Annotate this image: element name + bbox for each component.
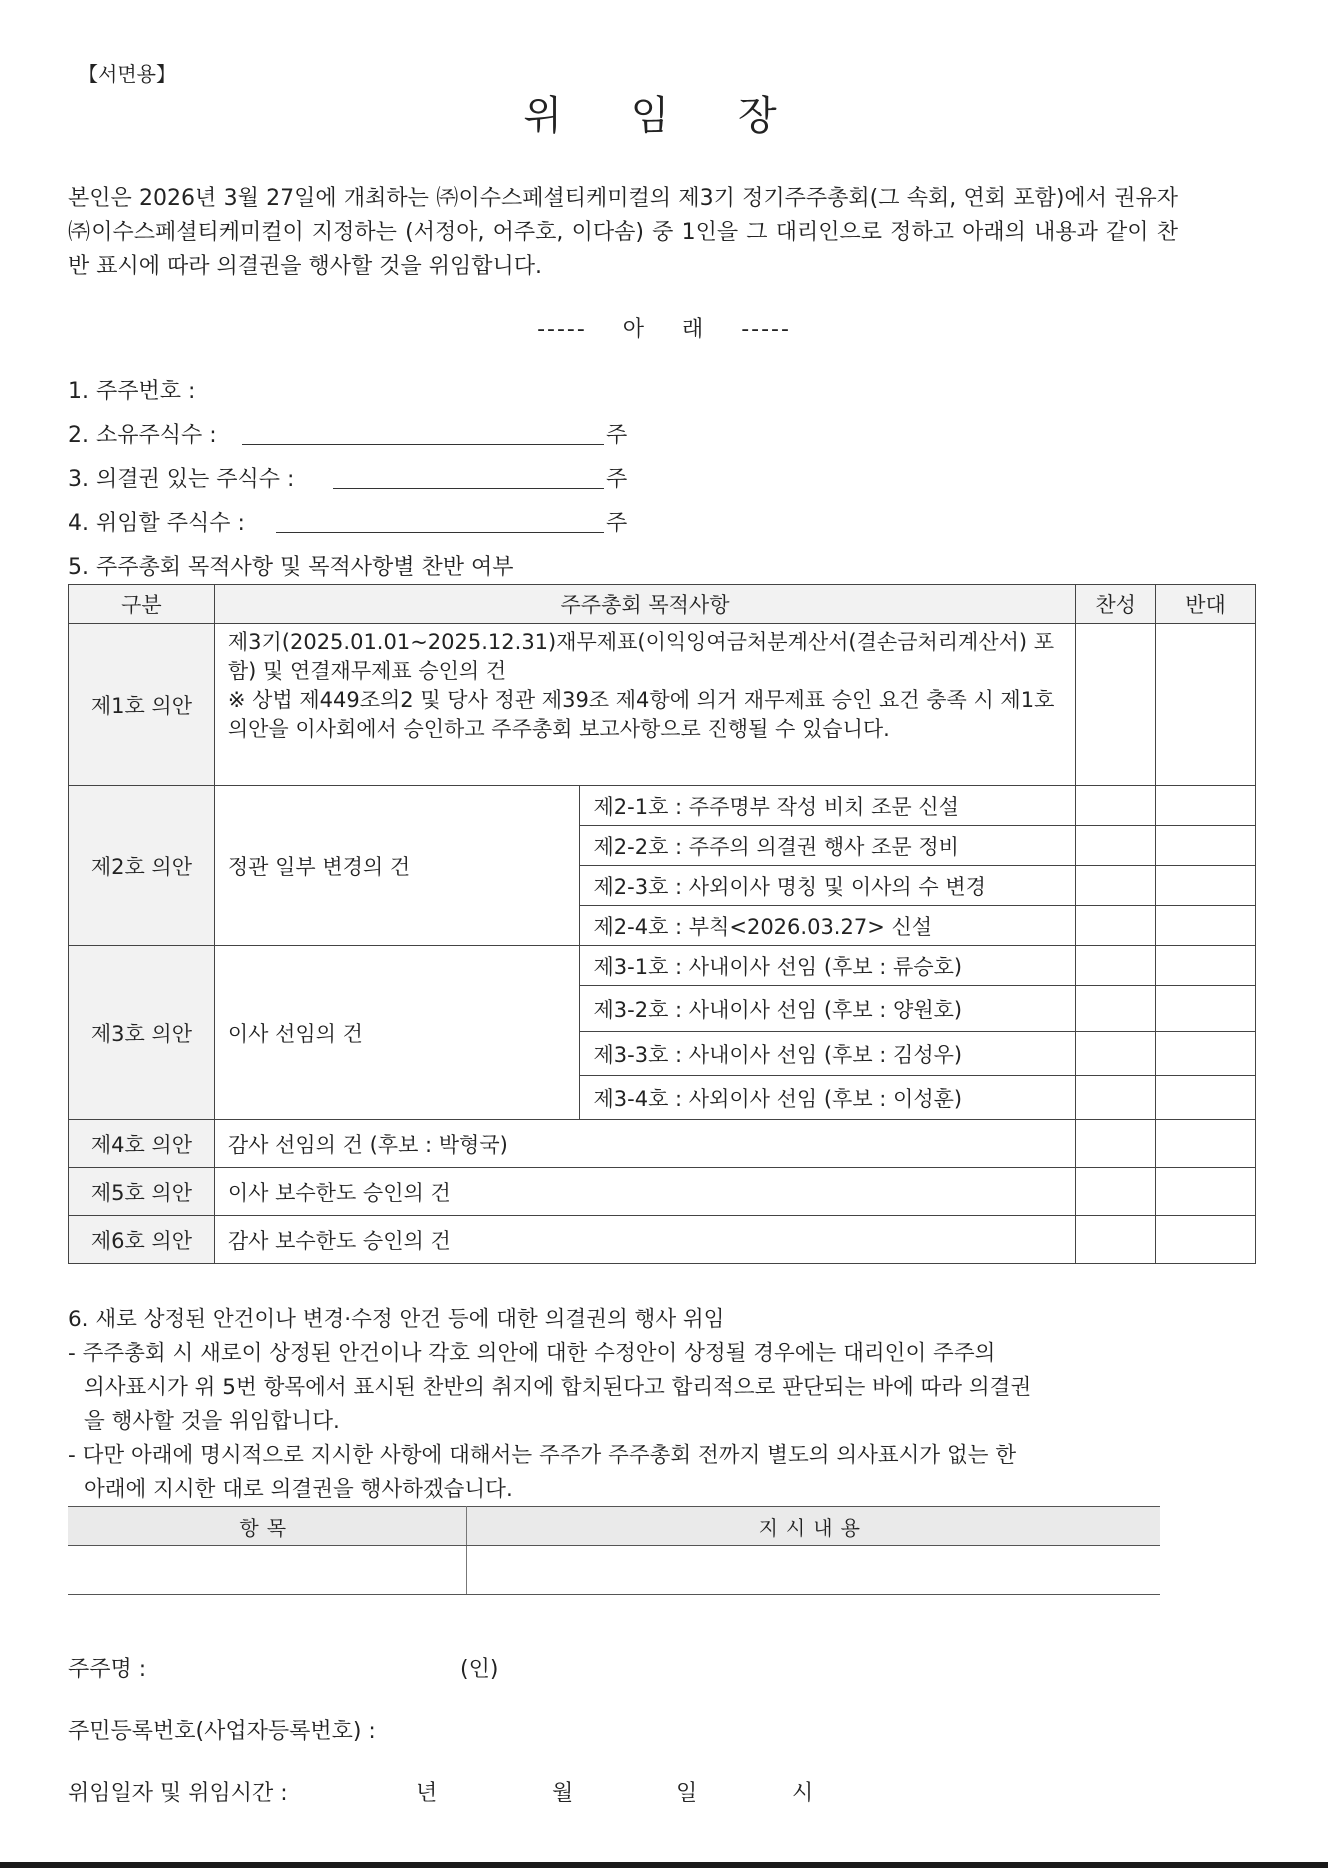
item-owned-shares: 2. 소유주식수 : [68,423,217,448]
agenda-2-text: 정관 일부 변경의 건 [214,786,579,946]
agenda-3-1-for[interactable] [1076,946,1156,986]
agenda-2-3-text: 제2-3호 : 사외이사 명칭 및 이사의 수 변경 [579,866,1076,906]
header-category: 구분 [69,585,215,624]
agenda-3-label: 제3호 의안 [69,946,215,1120]
agenda-2-2-against[interactable] [1156,826,1256,866]
date-day: 일 [676,1781,698,1806]
agenda-2-4-text: 제2-4호 : 부칙<2026.03.27> 신설 [579,906,1076,946]
header-agenda: 주주총회 목적사항 [214,585,1075,624]
directive-item-cell[interactable] [68,1546,466,1595]
agenda-4-against[interactable] [1156,1120,1256,1168]
directive-content-cell[interactable] [466,1546,1160,1595]
section-6-para-1: - 주주총회 시 새로이 상정된 안건이나 각호 의안에 대한 수정안이 상정될 경우에는 대리인이 주주의 [68,1341,996,1366]
seal-mark: (인) [460,1657,499,1682]
directive-table [68,1506,1160,1595]
form-type-tag: 【서면용】 [78,62,176,86]
agenda-2-1-text: 제2-1호 : 주주명부 작성 비치 조문 신설 [579,786,1076,826]
item-shareholder-number: 1. 주주번호 : [68,379,196,404]
agenda-3-4-text: 제3-4호 : 사외이사 선임 (후보 : 이성훈) [579,1076,1076,1120]
document-title: 위 임 장 [523,93,805,139]
agenda-3-3-text: 제3-3호 : 사내이사 선임 (후보 : 김성우) [579,1032,1076,1076]
agenda-2-4-against[interactable] [1156,906,1256,946]
agenda-3-4-for[interactable] [1076,1076,1156,1120]
agenda-2-4-for[interactable] [1076,906,1156,946]
agenda-5-for[interactable] [1076,1168,1156,1216]
agenda-4-text: 감사 선임의 건 (후보 : 박형국) [214,1120,1075,1168]
agenda-5-against[interactable] [1156,1168,1256,1216]
agenda-2-1-against[interactable] [1156,786,1256,826]
delegated-shares-unit: 주 [606,511,628,536]
header-against: 반대 [1156,585,1256,624]
agenda-table [68,584,1256,1264]
agenda-3-2-for[interactable] [1076,986,1156,1032]
section-6-para-1c: 을 행사할 것을 위임합니다. [84,1409,340,1434]
agenda-1-cell [214,624,1075,786]
page-bottom-bar [0,1862,1328,1868]
delegated-shares-field[interactable] [276,532,604,533]
directive-col-item: 항목 [68,1507,466,1546]
agenda-2-3-for[interactable] [1076,866,1156,906]
agenda-row-3-1 [69,946,1256,986]
agenda-2-2-for[interactable] [1076,826,1156,866]
agenda-1-for[interactable] [1076,624,1156,786]
section-6 [68,1303,1178,1507]
agenda-3-4-against[interactable] [1156,1076,1256,1120]
agenda-6-against[interactable] [1156,1216,1256,1264]
agenda-3-3-for[interactable] [1076,1032,1156,1076]
agenda-3-1-against[interactable] [1156,946,1256,986]
registration-number-label: 주민등록번호(사업자등록번호) : [68,1719,376,1744]
agenda-3-3-against[interactable] [1156,1032,1256,1076]
agenda-2-label: 제2호 의안 [69,786,215,946]
shareholder-name-label: 주주명 : [68,1657,147,1682]
owned-shares-unit: 주 [606,423,628,448]
owned-shares-field[interactable] [242,444,604,445]
agenda-4-label: 제4호 의안 [69,1120,215,1168]
date-year: 년 [416,1781,438,1806]
agenda-1-label: 제1호 의안 [69,624,215,786]
date-hour: 시 [792,1781,814,1806]
agenda-5-text: 이사 보수한도 승인의 건 [214,1168,1075,1216]
voting-shares-field[interactable] [333,488,604,489]
date-month: 월 [552,1781,574,1806]
agenda-1-text: 제3기(2025.01.01~2025.12.31)재무제표(이익잉여금처분계산서(결손금처리계산서) 포함) 및 연결재무제표 승인의 건 [227,630,1055,683]
agenda-row-6 [69,1216,1256,1264]
agenda-4-for[interactable] [1076,1120,1156,1168]
header-for: 찬성 [1076,585,1156,624]
intro-paragraph: 본인은 2026년 3월 27일에 개최하는 ㈜이수스페셜티케미컬의 제3기 정기주주총회(그 속회, 연회 포함)에서 권유자 ㈜이수스페셜티케미컬이 지정하는 (서정아, 어주호, 이다솜) 중 1인을 그 대리인으로 정하고 아래의 내용과 같이 찬반 표시에 따라 의결권을 행사할 것을 위임합니다. [68,186,1178,279]
agenda-5-label: 제5호 의안 [69,1168,215,1216]
item-voting-shares: 3. 의결권 있는 주식수 : [68,467,295,492]
agenda-2-1-for[interactable] [1076,786,1156,826]
agenda-3-2-text: 제3-2호 : 사내이사 선임 (후보 : 양원호) [579,986,1076,1032]
directive-col-content: 지시내용 [466,1507,1160,1546]
agenda-6-label: 제6호 의안 [69,1216,215,1264]
agenda-row-2-1 [69,786,1256,826]
agenda-row-5 [69,1168,1256,1216]
agenda-row-4 [69,1120,1256,1168]
delegation-date-label: 위임일자 및 위임시간 : [68,1781,288,1806]
agenda-2-3-against[interactable] [1156,866,1256,906]
agenda-6-text: 감사 보수한도 승인의 건 [214,1216,1075,1264]
section-6-para-2b: 아래에 지시한 대로 의결권을 행사하겠습니다. [84,1477,513,1502]
agenda-row-1 [69,624,1256,786]
agenda-6-for[interactable] [1076,1216,1156,1264]
agenda-2-2-text: 제2-2호 : 주주의 의결권 행사 조문 정비 [579,826,1076,866]
section-6-para-2: - 다만 아래에 명시적으로 지시한 사항에 대해서는 주주가 주주총회 전까지 별도의 의사표시가 없는 한 [68,1443,1017,1468]
section-6-para-1b: 의사표시가 위 5번 항목에서 표시된 찬반의 취지에 합치된다고 합리적으로 판단되는 바에 따라 의결권 [84,1375,1032,1400]
agenda-3-2-against[interactable] [1156,986,1256,1032]
agenda-1-against[interactable] [1156,624,1256,786]
item-delegated-shares: 4. 위임할 주식수 : [68,511,245,536]
below-separator: ----- 아 래 ----- [537,317,791,342]
agenda-1-note: ※ 상법 제449조의2 및 당사 정관 제39조 제4항에 의거 재무제표 승인 요건 충족 시 제1호 의안을 이사회에서 승인하고 주주총회 보고사항으로 진행될 수 있습니다. [227,688,1055,741]
section-6-title: 6. 새로 상정된 안건이나 변경·수정 안건 등에 대한 의결권의 행사 위임 [68,1307,725,1332]
agenda-3-text: 이사 선임의 건 [214,946,579,1120]
agenda-3-1-text: 제3-1호 : 사내이사 선임 (후보 : 류승호) [579,946,1076,986]
voting-shares-unit: 주 [606,467,628,492]
item-agenda-heading: 5. 주주총회 목적사항 및 목적사항별 찬반 여부 [68,555,514,580]
agenda-table-header [69,585,1256,624]
